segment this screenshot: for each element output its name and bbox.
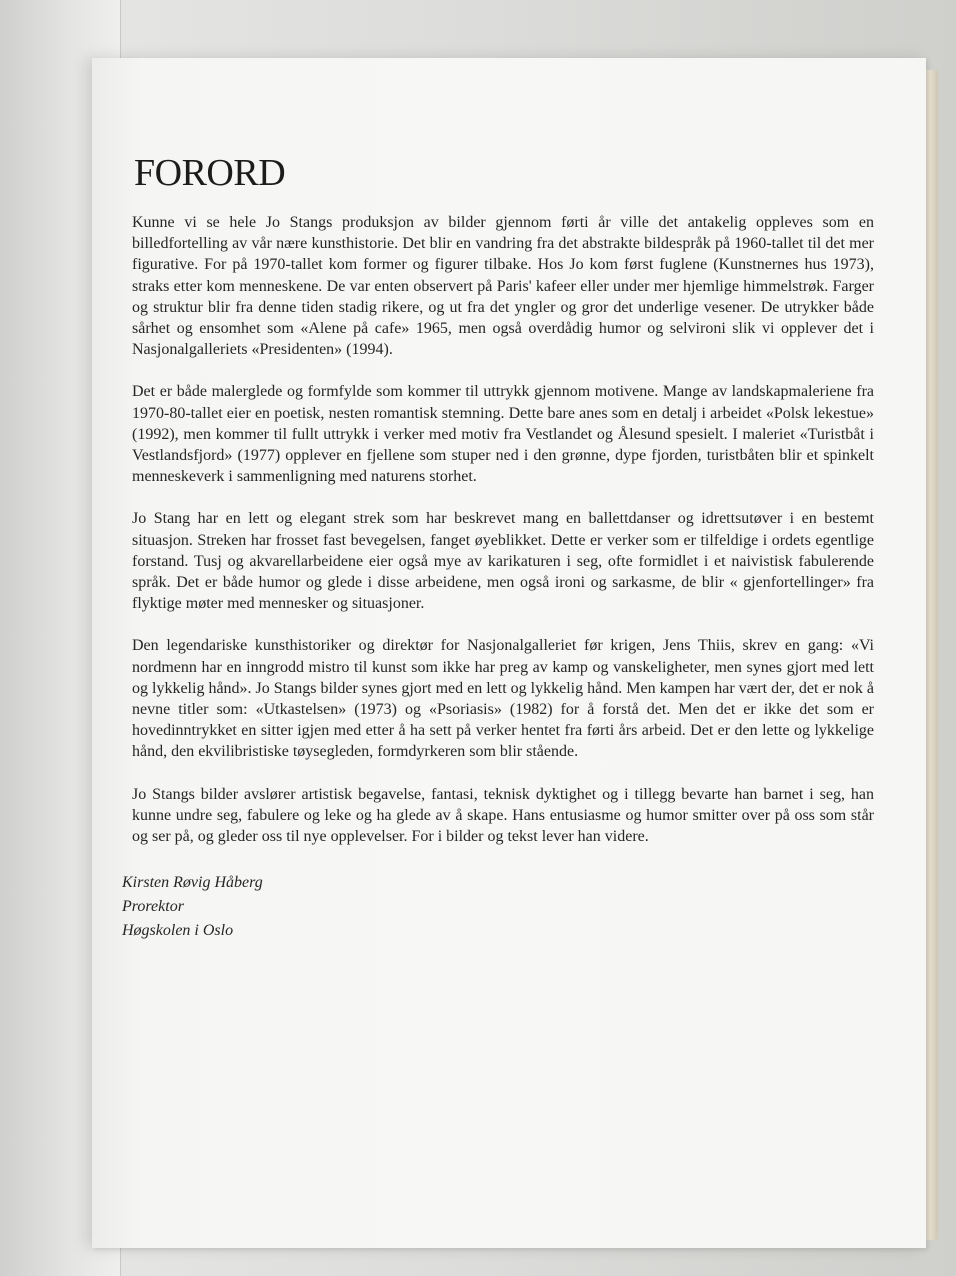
signature-name: Kirsten Røvig Håberg	[122, 874, 263, 892]
book-page	[92, 58, 926, 1248]
paragraph-2: Det er både malerglede og formfylde som kommer til uttrykk gjennom motivene. Mange av landskapmaleriene fra 1970-80-tallet eier en poetisk, nesten romantisk stemning. Dette bare anes som en detalj i arbeidet «Polsk lekestue» (1992), men kommer til fullt uttrykk i verker med motiv fra Vestlandet og Ålesund spesielt. I maleriet «Turistbåt i Vestlandsfjord» (1977) opplever en fjellene som stuper ned i den grønne, dype fjorden, turistbåten blir et spinkelt menneskeverk i sammenligning med naturens storhet.	[132, 383, 874, 486]
signature-institution: Høgskolen i Oslo	[122, 922, 234, 940]
paragraph-1: Kunne vi se hele Jo Stangs produksjon av bilder gjennom førti år ville det antakelig oppleves som en billedfortelling av vår nære kunsthistorie. Det blir en vandring fra det abstrakte bildespråk på 1960-tallet til det mer figurative. For på 1970-tallet kom former og figurer tilbake. Hos Jo kom først fuglene (Kunstnernes hus 1973), straks etter kom menneskene. De var enten observert på Paris' kafeer eller under mer hjemlige himmelstrøk. Farger og struktur blir fra denne tiden stadig rikere, og ut fra det yngler og gror det underlige vesener. De utrykker både sårhet og ensomhet som «Alene på cafe» 1965, men også overdådig humor og selvironi slik vi opplever det i Nasjonalgalleriets «Presidenten» (1994).	[132, 214, 874, 359]
page-title: FORORD	[134, 152, 286, 194]
paragraph-4: Den legendariske kunsthistoriker og direktør for Nasjonalgalleriet før krigen, Jens Thiis, skrev en gang: «Vi nordmenn har en inngrodd mistro til kunst som ikke har preg av kamp og vanskeligheter, men synes gjort med lett og lykkelig hånd». Jo Stangs bilder synes gjort med en lett og lykkelig hånd. Men kampen har vært der, det er nok å nevne titler som: «Utkastelsen» (1973) og «Psoriasis» (1982) for å forstå det. Men det er ikke det som er hovedinntrykket en sitter igjen med etter å ha sett på verker hentet fra førti års arbeid. Det er den lette og lykkelige hånd, den ekvilibristiske tøysegleden, formdyrkeren som blir stående.	[132, 637, 874, 761]
page-content	[122, 154, 874, 943]
signature-role: Prorektor	[122, 898, 184, 916]
signature-block	[122, 871, 874, 943]
paragraph-3: Jo Stang har en lett og elegant strek som har beskrevet mang en ballettdanser og idrettsutøver i en bestemt situasjon. Streken har frosset fast bevegelsen, fanget øyeblikket. Dette er verker som er tilfeldige i ordets egentlige forstand. Tusj og akvarellarbeidene eier også mye av karikaturen i seg, ofte formidlet i et naivistisk fabulerende språk. Det er både humor og glede i disse arbeidene, men også ironi og sarkasme, de blir « gjenfortellinger» fra flyktige møter med mennesker og situasjoner.	[132, 510, 874, 613]
paragraph-5: Jo Stangs bilder avslører artistisk begavelse, fantasi, teknisk dyktighet og i tillegg bevarte han barnet i seg, han kunne undre seg, fabulere og leke og ha glede av å skape. Hans entusiasme og humor smitter over på oss som står og ser på, og gleder oss til nye opplevelser. For i bilder og tekst lever han videre.	[132, 785, 874, 846]
